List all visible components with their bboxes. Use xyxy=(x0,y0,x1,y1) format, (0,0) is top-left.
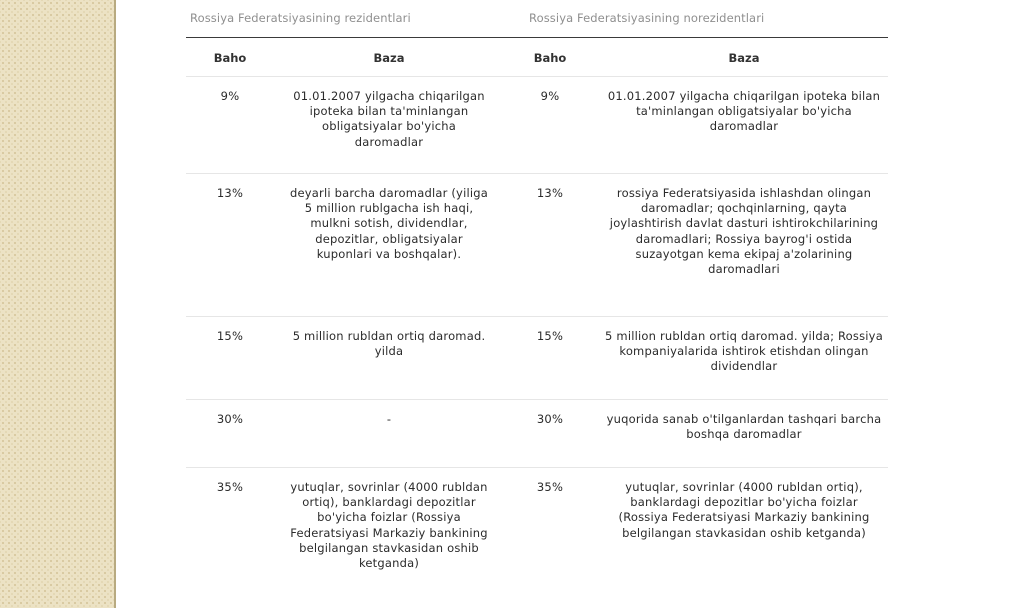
nonresidents-base-cell: yutuqlar, sovrinlar (4000 rubldan ortiq), banklardagi depozitlar bo'yicha foizlar (Rossiya Federatsiyasi Markaziy bankining belgilangan stavkasidan oshib ketganda) xyxy=(618,480,870,540)
nonresidents-rate-cell: 15% xyxy=(536,329,564,343)
residents-rate-cell: 30% xyxy=(216,412,244,426)
residents-base-cell: 5 million rubldan ortiq daromad. yilda xyxy=(292,329,486,359)
residents-base-cell: - xyxy=(386,412,392,426)
residents-rate-cell: 35% xyxy=(216,480,244,494)
nonresidents-base-header: Baza xyxy=(728,51,760,65)
table-row xyxy=(186,400,888,468)
nonresidents-rate-cell: 35% xyxy=(536,480,564,494)
residents-base-cell: deyarli barcha daromadlar (yiliga 5 million rublgacha ish haqi, mulkni sotish, dividendlar, depozitlar, obligatsiyalar kuponlari va boshqalar). xyxy=(290,186,488,261)
residents-base-cell: 01.01.2007 yilgacha chiqarilgan ipoteka bilan ta'minlangan obligatsiyalar bo'yicha daromadlar xyxy=(293,89,485,149)
nonresidents-group-label: Rossiya Federatsiyasining norezidentlari xyxy=(529,11,765,25)
nonresidents-base-cell: 01.01.2007 yilgacha chiqarilgan ipoteka bilan ta'minlangan obligatsiyalar bo'yicha daromadlar xyxy=(607,89,881,134)
residents-group-label: Rossiya Federatsiyasining rezidentlari xyxy=(190,11,411,25)
decorative-side-strip xyxy=(0,0,114,608)
residents-base-header: Baza xyxy=(373,51,405,65)
side-strip-border xyxy=(114,0,116,608)
group-header-row xyxy=(186,0,888,38)
table-row xyxy=(186,174,888,317)
column-header-row xyxy=(186,38,888,77)
nonresidents-base-cell: rossiya Federatsiyasida ishlashdan olingan daromadlar; qochqinlarning, qayta joylashtirish davlat dasturi ishtirokchilarining daromadlari; Rossiya bayrog'i ostida suzayotgan kema ekipaj a'zolarining daromadlari xyxy=(609,186,879,277)
residents-base-cell: yutuqlar, sovrinlar (4000 rubldan ortiq), banklardagi depozitlar bo'yicha foizlar (Rossiya Federatsiyasi Markaziy bankining belgilangan stavkasidan oshib ketganda) xyxy=(290,480,488,571)
nonresidents-rate-header: Baho xyxy=(533,51,567,65)
table-row xyxy=(186,317,888,400)
nonresidents-rate-cell: 30% xyxy=(536,412,564,426)
residents-rate-header: Baho xyxy=(213,51,247,65)
nonresidents-rate-cell: 13% xyxy=(536,186,564,200)
residents-rate-cell: 13% xyxy=(216,186,244,200)
table-row xyxy=(186,468,888,608)
residents-rate-cell: 9% xyxy=(220,89,240,103)
tax-rates-table xyxy=(186,0,888,608)
residents-rate-cell: 15% xyxy=(216,329,244,343)
nonresidents-base-cell: yuqorida sanab o'tilganlardan tashqari barcha boshqa daromadlar xyxy=(606,412,882,442)
table-row xyxy=(186,77,888,174)
nonresidents-base-cell: 5 million rubldan ortiq daromad. yilda; Rossiya kompaniyalarida ishtirok etishdan olingan dividendlar xyxy=(605,329,883,374)
nonresidents-rate-cell: 9% xyxy=(540,89,560,103)
